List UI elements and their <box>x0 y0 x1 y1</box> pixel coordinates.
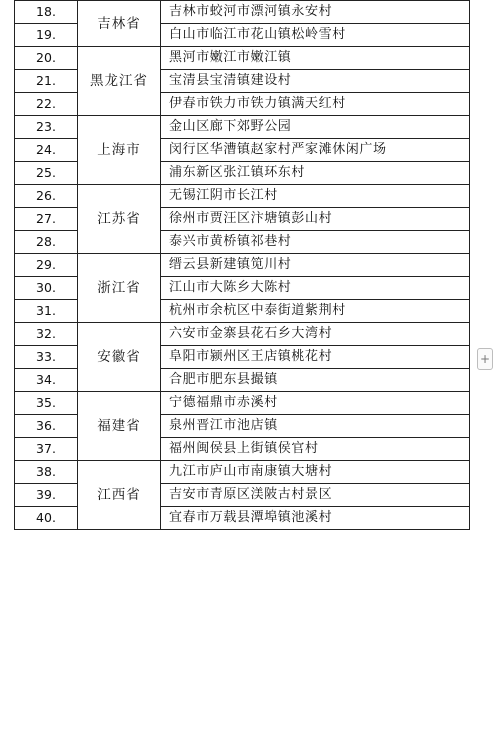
row-number: 19. <box>15 24 78 47</box>
village-name-cell: 伊春市铁力市铁力镇满天红村 <box>161 93 470 116</box>
row-number: 26. <box>15 185 78 208</box>
table-row <box>15 1 470 24</box>
village-name-cell: 九江市庐山市南康镇大塘村 <box>161 461 470 484</box>
village-name-cell: 宝清县宝清镇建设村 <box>161 70 470 93</box>
row-number: 24. <box>15 139 78 162</box>
village-name-cell: 杭州市余杭区中泰街道紫荆村 <box>161 300 470 323</box>
village-name-cell: 无锡江阴市长江村 <box>161 185 470 208</box>
row-number: 40. <box>15 507 78 530</box>
row-number: 36. <box>15 415 78 438</box>
village-name-cell: 浦东新区张江镇环东村 <box>161 162 470 185</box>
village-table <box>14 0 470 530</box>
village-name-cell: 合肥市肥东县撮镇 <box>161 369 470 392</box>
village-list-document <box>14 0 470 530</box>
row-number: 37. <box>15 438 78 461</box>
village-name-cell: 吉林市蛟河市漂河镇永安村 <box>161 1 470 24</box>
row-number: 23. <box>15 116 78 139</box>
province-cell: 安徽省 <box>78 323 161 392</box>
village-name-cell: 徐州市贾汪区汴塘镇彭山村 <box>161 208 470 231</box>
village-name-cell: 白山市临江市花山镇松岭雪村 <box>161 24 470 47</box>
table-row <box>15 254 470 277</box>
village-name-cell: 江山市大陈乡大陈村 <box>161 277 470 300</box>
row-number: 29. <box>15 254 78 277</box>
row-number: 35. <box>15 392 78 415</box>
province-cell: 上海市 <box>78 116 161 185</box>
table-row <box>15 323 470 346</box>
village-name-cell: 六安市金寨县花石乡大湾村 <box>161 323 470 346</box>
table-row <box>15 47 470 70</box>
row-number: 33. <box>15 346 78 369</box>
row-number: 21. <box>15 70 78 93</box>
village-name-cell: 吉安市青原区渼陂古村景区 <box>161 484 470 507</box>
expand-plus-icon[interactable]: + <box>477 348 493 370</box>
province-cell: 吉林省 <box>78 1 161 47</box>
row-number: 31. <box>15 300 78 323</box>
table-row <box>15 392 470 415</box>
row-number: 32. <box>15 323 78 346</box>
province-cell: 黑龙江省 <box>78 47 161 116</box>
village-name-cell: 黑河市嫩江市嫩江镇 <box>161 47 470 70</box>
row-number: 28. <box>15 231 78 254</box>
province-cell: 江西省 <box>78 461 161 530</box>
table-row <box>15 461 470 484</box>
village-name-cell: 泰兴市黄桥镇祁巷村 <box>161 231 470 254</box>
village-name-cell: 宜春市万载县潭埠镇池溪村 <box>161 507 470 530</box>
village-name-cell: 闵行区华漕镇赵家村严家滩休闲广场 <box>161 139 470 162</box>
row-number: 25. <box>15 162 78 185</box>
row-number: 38. <box>15 461 78 484</box>
village-name-cell: 宁德福鼎市赤溪村 <box>161 392 470 415</box>
village-name-cell: 福州闽侯县上街镇侯官村 <box>161 438 470 461</box>
province-cell: 浙江省 <box>78 254 161 323</box>
row-number: 39. <box>15 484 78 507</box>
province-cell: 江苏省 <box>78 185 161 254</box>
row-number: 20. <box>15 47 78 70</box>
row-number: 30. <box>15 277 78 300</box>
row-number: 22. <box>15 93 78 116</box>
table-row <box>15 185 470 208</box>
village-name-cell: 阜阳市颍州区王店镇桃花村 <box>161 346 470 369</box>
village-table-body <box>15 1 470 530</box>
province-cell: 福建省 <box>78 392 161 461</box>
row-number: 27. <box>15 208 78 231</box>
row-number: 34. <box>15 369 78 392</box>
village-name-cell: 泉州晋江市池店镇 <box>161 415 470 438</box>
row-number: 18. <box>15 1 78 24</box>
village-name-cell: 金山区廊下郊野公园 <box>161 116 470 139</box>
village-name-cell: 缙云县新建镇笕川村 <box>161 254 470 277</box>
table-row <box>15 116 470 139</box>
